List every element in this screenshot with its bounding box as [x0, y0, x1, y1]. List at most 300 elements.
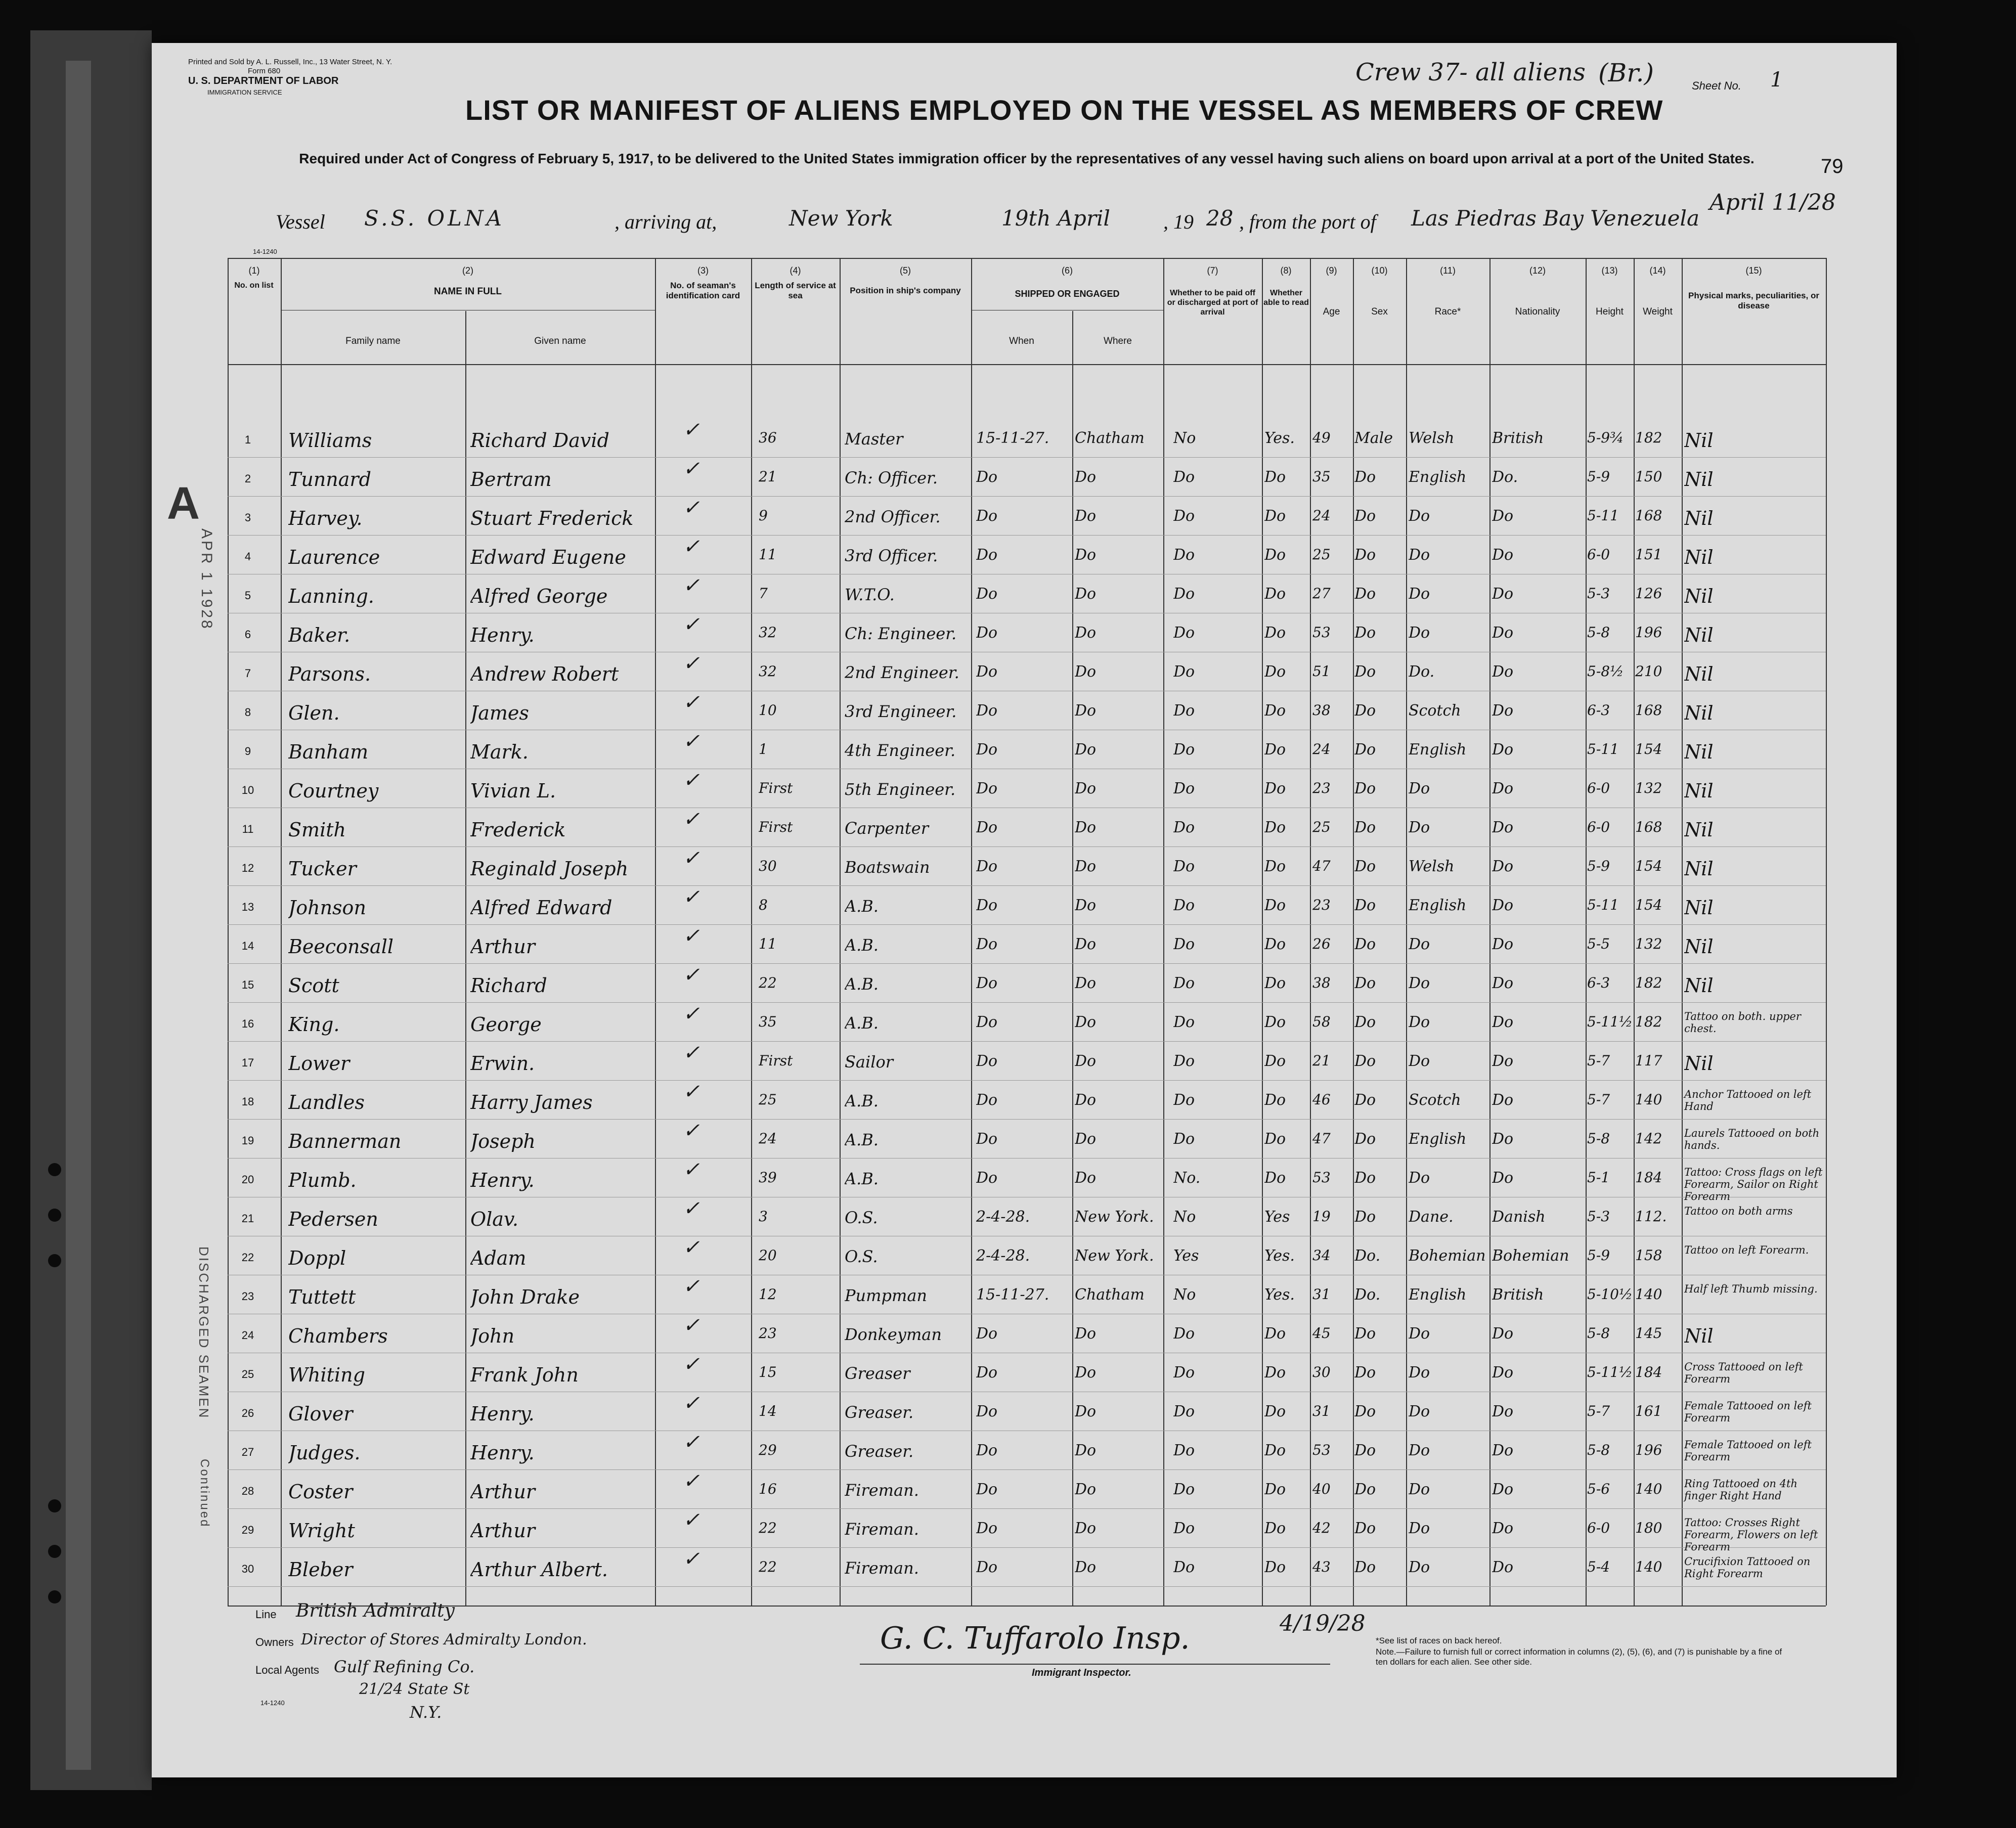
cell-card: ✓: [683, 535, 700, 558]
cell-race: Do: [1409, 974, 1430, 992]
cell-given: Bertram: [470, 468, 552, 491]
table-row: [152, 846, 1826, 889]
cell-read: Do: [1264, 858, 1286, 875]
cell-nationality: Do: [1492, 1130, 1514, 1148]
cell-service: 32: [759, 624, 777, 641]
cell-family: Pedersen: [288, 1208, 378, 1230]
cell-read: Do: [1264, 1013, 1286, 1031]
punch-hole: [48, 1254, 61, 1267]
cell-height: 5-9: [1587, 468, 1610, 485]
colnum-2: (2): [462, 265, 473, 276]
agents-label: Local Agents: [255, 1664, 319, 1676]
cell-age: 40: [1312, 1481, 1331, 1497]
cell-given: Harry James: [470, 1091, 593, 1113]
cell-when: Do: [976, 1520, 998, 1537]
table-row: [152, 418, 1826, 461]
from-label: , from the port of: [1239, 210, 1376, 233]
cell-height: 5-3: [1587, 585, 1610, 602]
cell-sex: Do: [1354, 780, 1376, 797]
table-row: [152, 924, 1826, 967]
table-row: [152, 1275, 1826, 1318]
cell-race: Welsh: [1409, 429, 1455, 447]
cell-service: 39: [759, 1169, 777, 1186]
cell-position: A.B.: [845, 897, 879, 916]
table-row: [152, 457, 1826, 500]
cell-marks: Tattoo: Cross flags on left Forearm, Sailor on Right Forearm: [1684, 1166, 1823, 1202]
colnum-6: (6): [1062, 265, 1073, 276]
cell-marks: Nil: [1684, 858, 1714, 880]
cell-position: A.B.: [845, 1013, 879, 1033]
cell-position: Fireman.: [845, 1520, 919, 1539]
cell-when: Do: [976, 1013, 998, 1031]
cell-where: Do: [1075, 1052, 1097, 1070]
cell-paid: Do: [1173, 702, 1195, 720]
cell-weight: 161: [1635, 1403, 1662, 1419]
cell-age: 23: [1312, 897, 1331, 913]
cell-when: 2-4-28.: [976, 1247, 1030, 1265]
cell-where: Do: [1075, 780, 1097, 797]
cell-nationality: Do: [1492, 1481, 1514, 1498]
cell-weight: 140: [1635, 1558, 1662, 1575]
cell-given: Mark.: [470, 741, 529, 763]
cell-where: Do: [1075, 1403, 1097, 1420]
cell-height: 5-8: [1587, 1325, 1610, 1342]
form-number: Form 680: [248, 67, 281, 75]
cell-race: Do: [1409, 585, 1430, 603]
cell-paid: Do: [1173, 1325, 1195, 1343]
cell-race: Do: [1409, 546, 1430, 564]
cell-nationality: Do: [1492, 780, 1514, 797]
cell-height: 6-0: [1587, 780, 1610, 796]
cell-nationality: Do: [1492, 1442, 1514, 1459]
cell-no: 4: [244, 550, 251, 563]
cell-when: Do: [976, 897, 998, 914]
cell-position: A.B.: [845, 1169, 879, 1188]
cell-marks: Nil: [1684, 546, 1714, 568]
cell-age: 30: [1312, 1364, 1331, 1380]
cell-marks: Laurels Tattooed on both hands.: [1684, 1127, 1820, 1151]
cell-age: 23: [1312, 780, 1331, 796]
cell-position: Master: [845, 429, 903, 449]
cell-marks: Nil: [1684, 507, 1714, 529]
cell-no: 11: [242, 823, 254, 835]
cell-family: Judges.: [288, 1442, 361, 1464]
cell-paid: Do: [1173, 1520, 1195, 1537]
cell-sex: Do: [1354, 1325, 1376, 1343]
table-row: [152, 730, 1826, 773]
cell-height: 6-0: [1587, 546, 1610, 563]
table-row: [152, 613, 1826, 656]
cell-no: 30: [241, 1563, 254, 1575]
cell-nationality: Do: [1492, 546, 1514, 564]
cell-when: Do: [976, 1558, 998, 1576]
binder-strip: [66, 61, 91, 1770]
cell-height: 5-8: [1587, 1130, 1610, 1147]
cell-read: Do: [1264, 1130, 1286, 1148]
cell-read: Do: [1264, 546, 1286, 564]
cell-race: English: [1409, 468, 1467, 486]
cell-where: Do: [1075, 1091, 1097, 1109]
cell-marks: Nil: [1684, 624, 1714, 646]
cell-weight: 154: [1635, 858, 1662, 874]
cell-read: Do: [1264, 935, 1286, 953]
cell-no: 27: [241, 1446, 254, 1458]
cell-given: Arthur: [470, 1520, 535, 1542]
cell-position: O.S.: [845, 1208, 878, 1227]
cell-no: 14: [241, 940, 254, 952]
cell-given: Richard: [470, 974, 547, 997]
cell-sex: Do: [1354, 663, 1376, 681]
signature-line: [860, 1664, 1330, 1665]
cell-where: Do: [1075, 1013, 1097, 1031]
colhead-weight: Weight: [1643, 306, 1673, 317]
cell-service: 16: [759, 1481, 777, 1497]
colhead-where: Where: [1104, 336, 1132, 346]
cell-family: Tuttett: [288, 1286, 356, 1308]
cell-when: 15-11-27.: [976, 1286, 1049, 1304]
cell-nationality: Do: [1492, 1520, 1514, 1537]
cell-service: 22: [759, 974, 777, 991]
cell-given: Arthur Albert.: [470, 1558, 608, 1581]
cell-no: 15: [241, 978, 254, 991]
colnum-12: (12): [1529, 265, 1546, 276]
requirement-text: Required under Act of Congress of February 5, 1917, to be delivered to the United States immigration officer by the representatives of any vessel having such aliens on board upon arrival at a port of the United States.: [299, 151, 1755, 166]
cell-when: Do: [976, 780, 998, 797]
binder-edge: [30, 30, 152, 1790]
cell-no: 8: [244, 706, 251, 719]
cell-when: Do: [976, 1091, 998, 1109]
cell-when: Do: [976, 585, 998, 603]
arriving-label: , arriving at,: [615, 210, 717, 233]
cell-where: Do: [1075, 1558, 1097, 1576]
cell-card: ✓: [683, 1275, 700, 1298]
cell-age: 24: [1312, 507, 1331, 524]
cell-when: Do: [976, 1169, 998, 1187]
cell-weight: 132: [1635, 935, 1662, 952]
col-rule: [1826, 258, 1827, 1606]
cell-race: Do: [1409, 1481, 1430, 1498]
cell-no: 1: [244, 433, 251, 446]
cell-card: ✓: [683, 496, 700, 519]
cell-where: Do: [1075, 1442, 1097, 1459]
cell-no: 5: [244, 589, 251, 602]
cell-age: 42: [1312, 1520, 1331, 1536]
cell-height: 5-11½: [1587, 1013, 1633, 1030]
cell-no: 12: [241, 862, 254, 874]
cell-race: Do: [1409, 935, 1430, 953]
cell-race: Do: [1409, 1520, 1430, 1537]
cell-no: 19: [241, 1134, 254, 1147]
cell-service: First: [759, 819, 793, 835]
cell-sex: Do.: [1354, 1247, 1381, 1265]
cell-age: 19: [1312, 1208, 1331, 1225]
cell-when: 2-4-28.: [976, 1208, 1030, 1226]
cell-race: Do: [1409, 507, 1430, 525]
cell-nationality: Do: [1492, 1013, 1514, 1031]
cell-when: Do: [976, 1052, 998, 1070]
colnum-3: (3): [697, 265, 709, 276]
table-row: [152, 1353, 1826, 1396]
cell-family: Bannerman: [288, 1130, 402, 1152]
cell-given: Frederick: [470, 819, 566, 841]
cell-no: 2: [244, 472, 251, 485]
cell-height: 5-7: [1587, 1403, 1610, 1419]
punch-hole: [48, 1499, 61, 1512]
cell-position: A.B.: [845, 935, 879, 955]
cell-sex: Do: [1354, 624, 1376, 642]
cell-paid: Do: [1173, 780, 1195, 797]
cell-race: Do.: [1409, 663, 1435, 681]
cell-when: Do: [976, 1481, 998, 1498]
cell-where: New York.: [1075, 1247, 1154, 1265]
cell-sex: Do: [1354, 741, 1376, 759]
cell-nationality: Do: [1492, 1403, 1514, 1420]
cell-service: 1: [759, 741, 768, 757]
cell-height: 5-11½: [1587, 1364, 1633, 1380]
cell-read: Do: [1264, 585, 1286, 603]
cell-sex: Do: [1354, 935, 1376, 953]
cell-read: Do: [1264, 1169, 1286, 1187]
colhead-name: NAME IN FULL: [433, 286, 502, 297]
cell-race: Do: [1409, 1364, 1430, 1381]
cell-read: Do: [1264, 624, 1286, 642]
arrival-port: New York: [789, 206, 893, 231]
cell-height: 5-10½: [1587, 1286, 1633, 1303]
cell-marks: Cross Tattooed on left Forearm: [1684, 1361, 1803, 1385]
cell-family: Courtney: [288, 780, 379, 802]
cell-age: 47: [1312, 1130, 1331, 1147]
cell-given: Arthur: [470, 1481, 535, 1503]
cell-race: Welsh: [1409, 858, 1455, 875]
cell-weight: 126: [1635, 585, 1662, 602]
cell-service: 29: [759, 1442, 777, 1458]
cell-nationality: Do: [1492, 858, 1514, 875]
cell-card: ✓: [683, 1314, 700, 1337]
cell-paid: Do: [1173, 507, 1195, 525]
cell-weight: 168: [1635, 819, 1662, 835]
cell-marks: Female Tattooed on left Forearm: [1684, 1439, 1812, 1463]
cell-position: Greaser.: [845, 1442, 914, 1461]
cell-paid: Do: [1173, 1091, 1195, 1109]
cell-read: Do: [1264, 897, 1286, 914]
cell-card: ✓: [683, 1119, 700, 1142]
cell-position: 4th Engineer.: [845, 741, 956, 760]
cell-weight: 210: [1635, 663, 1662, 680]
cell-service: 36: [759, 429, 777, 446]
cell-race: English: [1409, 897, 1467, 914]
cell-card: ✓: [683, 691, 700, 714]
cell-service: 22: [759, 1520, 777, 1536]
cell-family: Tucker: [288, 858, 357, 880]
cell-weight: 142: [1635, 1130, 1662, 1147]
line-label: Line: [255, 1608, 277, 1621]
cell-age: 46: [1312, 1091, 1331, 1108]
colhead-when: When: [1009, 336, 1034, 346]
cell-height: 5-11: [1587, 741, 1619, 757]
cell-card: ✓: [683, 1041, 700, 1064]
cell-sex: Do: [1354, 1013, 1376, 1031]
cell-given: James: [470, 702, 529, 724]
colnum-9: (9): [1326, 265, 1337, 276]
cell-nationality: Do.: [1492, 468, 1518, 486]
table-row: [152, 963, 1826, 1006]
cell-weight: 184: [1635, 1364, 1662, 1380]
colhead-given: Given name: [534, 336, 586, 346]
table-row: [152, 1469, 1826, 1512]
cell-service: 20: [759, 1247, 777, 1264]
cell-where: Do: [1075, 468, 1097, 486]
cell-race: Do: [1409, 1442, 1430, 1459]
cell-where: Do: [1075, 663, 1097, 681]
cell-position: W.T.O.: [845, 585, 895, 604]
departure-port: Las Piedras Bay Venezuela: [1411, 206, 1700, 231]
sheet-number: 1: [1770, 68, 1783, 92]
cell-marks: Nil: [1684, 935, 1714, 958]
cell-read: Do: [1264, 1481, 1286, 1498]
colhead-position: Position in ship's company: [850, 286, 961, 295]
cell-where: Do: [1075, 1364, 1097, 1381]
cell-family: Laurence: [288, 546, 380, 568]
cell-family: Bleber: [288, 1558, 353, 1581]
cell-family: Glover: [288, 1403, 353, 1425]
cell-weight: 168: [1635, 507, 1662, 524]
cell-where: Do: [1075, 624, 1097, 642]
cell-family: Lanning.: [288, 585, 374, 607]
cell-nationality: Do: [1492, 935, 1514, 953]
colnum-8: (8): [1280, 265, 1292, 276]
cell-height: 5-3: [1587, 1208, 1610, 1225]
cell-sex: Do: [1354, 1481, 1376, 1498]
cell-sex: Do: [1354, 1130, 1376, 1148]
cell-when: Do: [976, 468, 998, 486]
cell-marks: Nil: [1684, 741, 1714, 763]
cell-position: A.B.: [845, 974, 879, 994]
cell-service: 35: [759, 1013, 777, 1030]
owners-value: Director of Stores Admiralty London.: [301, 1631, 587, 1648]
cell-race: Scotch: [1409, 702, 1461, 720]
table-rule: [228, 1606, 1826, 1607]
colhead-paid: Whether to be paid off or discharged at port of arrival: [1167, 289, 1258, 317]
cell-marks: Nil: [1684, 702, 1714, 724]
cell-weight: 182: [1635, 974, 1662, 991]
cell-given: Henry.: [470, 1403, 535, 1425]
cell-nationality: Do: [1492, 507, 1514, 525]
cell-given: Erwin.: [470, 1052, 535, 1075]
cell-nationality: British: [1492, 429, 1544, 447]
cell-marks: Half left Thumb missing.: [1684, 1283, 1818, 1295]
manifest-sheet: [152, 43, 1897, 1777]
cell-marks: Nil: [1684, 819, 1714, 841]
cell-family: King.: [288, 1013, 340, 1036]
cell-given: Edward Eugene: [470, 546, 626, 568]
cell-weight: 168: [1635, 702, 1662, 719]
department: U. S. DEPARTMENT OF LABOR: [188, 75, 339, 86]
cell-age: 35: [1312, 468, 1331, 485]
cell-service: 8: [759, 897, 768, 913]
table-row: [152, 1508, 1826, 1553]
cell-no: 10: [241, 784, 254, 796]
cell-age: 31: [1312, 1403, 1331, 1419]
cell-position: Ch: Engineer.: [845, 624, 957, 643]
cell-read: Do: [1264, 702, 1286, 720]
cell-sex: Do: [1354, 858, 1376, 875]
cell-read: Yes.: [1264, 429, 1295, 447]
cell-no: 9: [244, 745, 251, 757]
cell-marks: Tattoo: Crosses Right Forearm, Flowers on left Forearm: [1684, 1517, 1818, 1553]
cell-family: Johnson: [288, 897, 366, 919]
cell-paid: Do: [1173, 1052, 1195, 1070]
cell-age: 21: [1312, 1052, 1331, 1069]
cell-card: ✓: [683, 574, 700, 597]
cell-paid: Do: [1173, 546, 1195, 564]
cell-read: Do: [1264, 1403, 1286, 1420]
colnum-15: (15): [1745, 265, 1762, 276]
cell-race: Do: [1409, 1403, 1430, 1420]
cell-position: Greaser.: [845, 1403, 914, 1422]
cell-service: 22: [759, 1558, 777, 1575]
cell-age: 27: [1312, 585, 1331, 602]
cell-family: Harvey.: [288, 507, 363, 529]
cell-nationality: Danish: [1492, 1208, 1546, 1226]
cell-race: Do: [1409, 780, 1430, 797]
cell-card: ✓: [683, 1080, 700, 1103]
colhead-family: Family name: [345, 336, 401, 346]
cell-sex: Do: [1354, 1403, 1376, 1420]
cell-age: 25: [1312, 819, 1331, 835]
cell-race: Do: [1409, 1325, 1430, 1343]
cell-nationality: Do: [1492, 741, 1514, 759]
cell-sex: Do: [1354, 897, 1376, 914]
cell-paid: Do: [1173, 1130, 1195, 1148]
table-row: [152, 1392, 1826, 1435]
cell-paid: Yes: [1173, 1247, 1199, 1265]
cell-no: 25: [241, 1368, 254, 1380]
arrival-year: 28: [1206, 206, 1234, 231]
cell-family: Plumb.: [288, 1169, 357, 1191]
cell-card: ✓: [683, 1508, 700, 1532]
cell-no: 3: [244, 511, 251, 524]
cell-age: 53: [1312, 624, 1331, 641]
cell-given: Richard David: [470, 429, 609, 452]
cell-weight: 184: [1635, 1169, 1662, 1186]
table-row: [152, 1314, 1826, 1357]
cell-given: Henry.: [470, 1442, 535, 1464]
cell-height: 5-7: [1587, 1091, 1610, 1108]
cell-marks: Female Tattooed on left Forearm: [1684, 1400, 1812, 1424]
cell-sex: Do: [1354, 1052, 1376, 1070]
cell-sex: Do: [1354, 546, 1376, 564]
cell-card: ✓: [683, 418, 700, 441]
cell-service: 14: [759, 1403, 777, 1419]
table-row: [152, 1197, 1826, 1240]
cell-read: Do: [1264, 974, 1286, 992]
cell-when: Do: [976, 624, 998, 642]
vessel-name: S.S. OLNA: [364, 206, 505, 231]
colhead-read: Whether able to read: [1263, 289, 1309, 307]
cell-paid: Do: [1173, 741, 1195, 759]
cell-marks: Tattoo on both. upper chest.: [1684, 1010, 1801, 1035]
cell-height: 5-8½: [1587, 663, 1624, 680]
cell-position: 3rd Officer.: [845, 546, 938, 565]
cell-read: Do: [1264, 468, 1286, 486]
cell-race: Do: [1409, 624, 1430, 642]
cell-marks: Anchor Tattooed on left Hand: [1684, 1088, 1812, 1112]
cell-card: ✓: [683, 846, 700, 870]
cell-height: 5-11: [1587, 897, 1619, 913]
cell-where: Do: [1075, 897, 1097, 914]
cell-read: Do: [1264, 1520, 1286, 1537]
cell-position: O.S.: [845, 1247, 878, 1266]
